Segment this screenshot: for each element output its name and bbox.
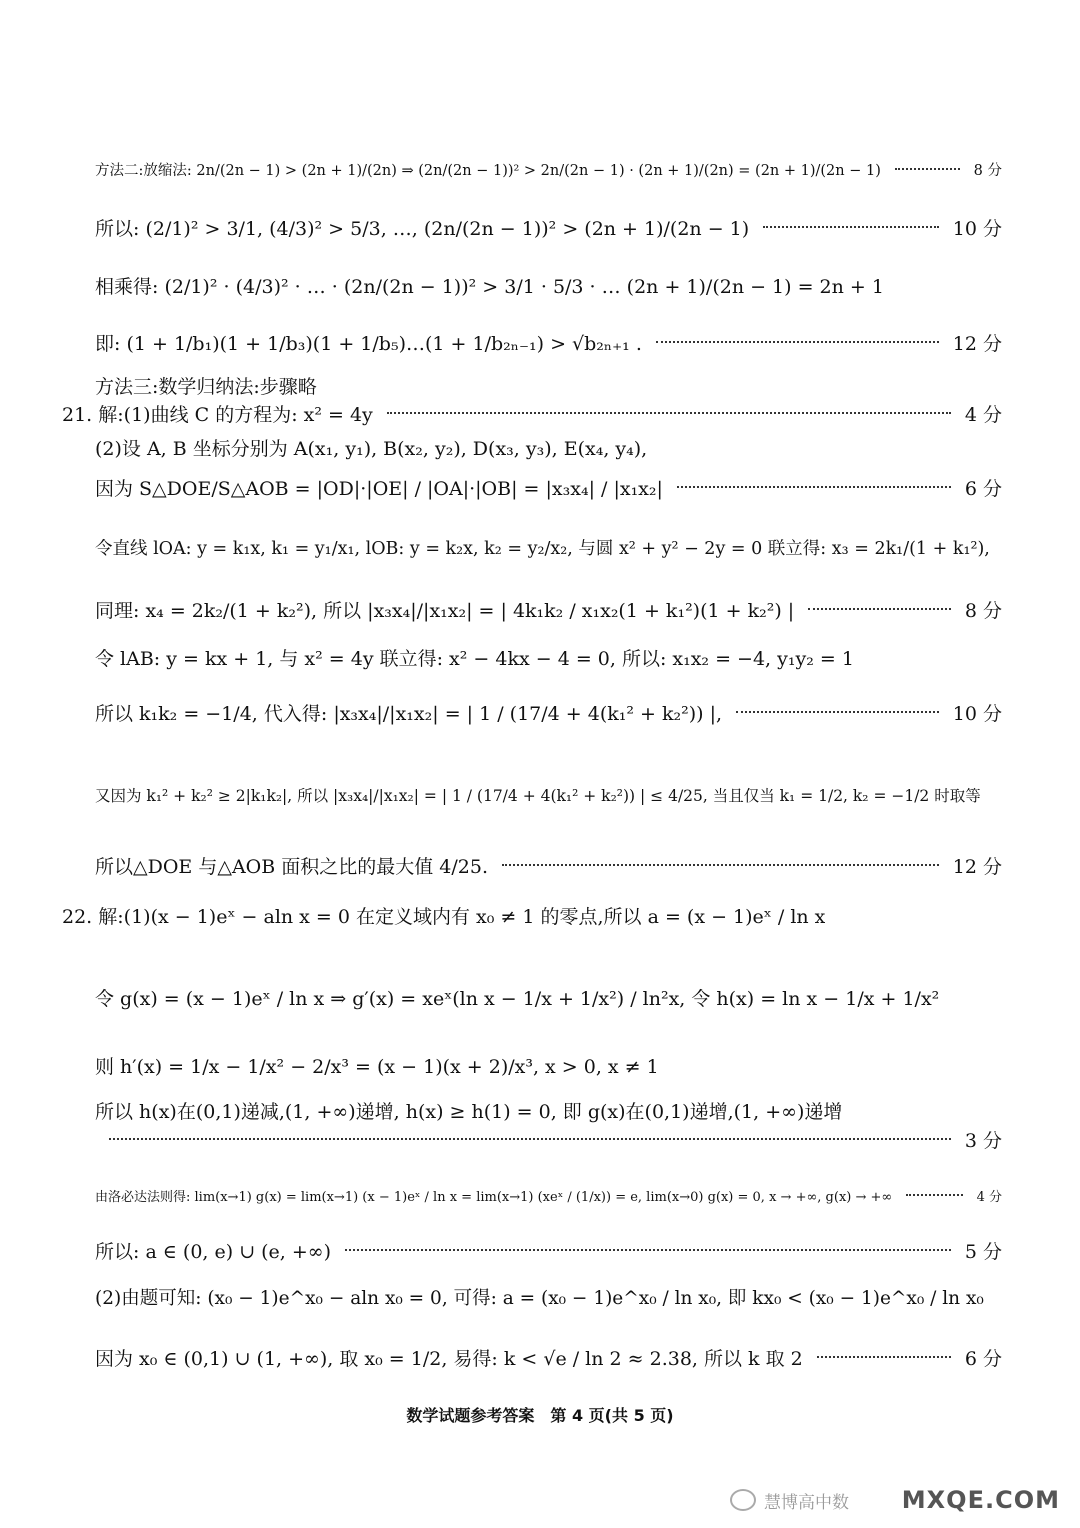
score-label: 4 分	[964, 403, 1002, 426]
answer-line	[95, 1178, 1002, 1212]
answer-line	[95, 980, 1002, 1014]
answer-line	[95, 1233, 1002, 1267]
answer-text: 所以△DOE 与△AOB 面积之比的最大值 4/25.	[95, 855, 488, 878]
answer-text: 相乘得: (2/1)² · (4/3)² · … · (2n/(2n − 1))² > 3/1 · 5/3 · … (2n + 1)/(2n − 1) = 2n + 1	[95, 275, 884, 298]
answer-line	[62, 396, 1002, 430]
dot-leader	[895, 168, 960, 170]
answer-line	[95, 530, 1002, 564]
answer-line	[95, 1048, 1002, 1082]
watermark-brand: MXQE.COM	[901, 1486, 1060, 1514]
answer-line	[95, 210, 1002, 244]
answer-text: 因为 x₀ ∈ (0,1) ∪ (1, +∞), 取 x₀ = 1/2, 易得: k < √e / ln 2 ≈ 2.38, 所以 k 取 2	[95, 1347, 803, 1370]
score-label: 6 分	[964, 1347, 1002, 1370]
answer-text: 令直线 lOA: y = k₁x, k₁ = y₁/x₁, lOB: y = k₂x, k₂ = y₂/x₂, 与圆 x² + y² − 2y = 0 联立得: x₃ = 2k₁/(1 + k₁²),	[95, 538, 990, 559]
wechat-icon	[730, 1489, 756, 1511]
answer-text: 令 lAB: y = kx + 1, 与 x² = 4y 联立得: x² − 4kx − 4 = 0, 所以: x₁x₂ = −4, y₁y₂ = 1	[95, 647, 854, 670]
answer-text: 方法二:放缩法: 2n/(2n − 1) > (2n + 1)/(2n) ⇒ (2n/(2n − 1))² > 2n/(2n − 1) · (2n + 1)/(2n) = (2n + 1)/(2n − 1)	[95, 162, 881, 179]
dot-leader	[736, 711, 939, 713]
dot-leader	[656, 341, 939, 343]
answer-line	[95, 1280, 1002, 1314]
answer-text: 因为 S△DOE/S△AOB = |OD|·|OE| / |OA|·|OB| = |x₃x₄| / |x₁x₂|	[95, 477, 663, 500]
dot-leader	[502, 864, 939, 866]
dot-leader	[808, 608, 951, 610]
score-label: 3 分	[964, 1129, 1002, 1152]
answer-line	[95, 1122, 1002, 1156]
answer-line	[95, 695, 1002, 729]
score-label: 10 分	[952, 217, 1002, 240]
score-label: 10 分	[952, 702, 1002, 725]
answer-text: 方法三:数学归纳法:步骤略	[95, 375, 317, 398]
answer-text: 所以 k₁k₂ = −1/4, 代入得: |x₃x₄|/|x₁x₂| = | 1 / (17/4 + 4(k₁² + k₂²)) |,	[95, 702, 723, 725]
answer-text: 所以: (2/1)² > 3/1, (4/3)² > 5/3, …, (2n/(2n − 1))² > (2n + 1)/(2n − 1)	[95, 217, 750, 240]
answer-line	[95, 778, 1002, 812]
score-label: 8 分	[964, 599, 1002, 622]
answer-line	[62, 898, 1002, 932]
score-label: 12 分	[952, 332, 1002, 355]
answer-text: 令 g(x) = (x − 1)eˣ / ln x ⇒ g′(x) = xeˣ(ln x − 1/x + 1/x²) / ln²x, 令 h(x) = ln x − 1/x + 1/x²	[95, 987, 940, 1010]
score-label: 4 分	[976, 1189, 1002, 1205]
answer-text: (2)设 A, B 坐标分别为 A(x₁, y₁), B(x₂, y₂), D(x₃, y₃), E(x₄, y₄),	[95, 437, 648, 460]
answer-text: 由洛必达法则得: lim(x→1) g(x) = lim(x→1) (x − 1)eˣ / ln x = lim(x→1) (xeˣ / (1/x)) = e, lim(x→0) g(x) = 0, x → +∞, g(x) → +∞	[95, 1189, 893, 1205]
dot-leader	[817, 1356, 951, 1358]
answer-line	[95, 430, 1002, 464]
answer-text: (2)由题可知: (x₀ − 1)e^x₀ − aln x₀ = 0, 可得: a = (x₀ − 1)e^x₀ / ln x₀, 即 kx₀ < (x₀ − 1)e^x₀ / ln x₀	[95, 1288, 984, 1309]
score-label: 12 分	[952, 855, 1002, 878]
watermark	[730, 1478, 1060, 1522]
dot-leader	[387, 412, 951, 414]
answer-text: 即: (1 + 1/b₁)(1 + 1/b₃)(1 + 1/b₅)…(1 + 1/b₂ₙ₋₁) > √b₂ₙ₊₁ .	[95, 332, 642, 355]
answer-text: 所以: a ∈ (0, e) ∪ (e, +∞)	[95, 1240, 332, 1263]
answer-text: 21. 解:(1)曲线 C 的方程为: x² = 4y	[62, 403, 373, 426]
answer-line	[95, 640, 1002, 674]
score-label: 5 分	[964, 1240, 1002, 1263]
answer-line	[95, 268, 1002, 302]
dot-leader	[345, 1249, 951, 1251]
answer-text: 22. 解:(1)(x − 1)eˣ − aln x = 0 在定义域内有 x₀ ≠ 1 的零点,所以 a = (x − 1)eˣ / ln x	[62, 905, 826, 928]
answer-line	[95, 325, 1002, 359]
answer-line	[95, 1340, 1002, 1374]
dot-leader	[763, 226, 939, 228]
score-label: 8 分	[973, 162, 1002, 179]
answer-text: 同理: x₄ = 2k₂/(1 + k₂²), 所以 |x₃x₄|/|x₁x₂| = | 4k₁k₂ / x₁x₂(1 + k₁²)(1 + k₂²) |	[95, 599, 795, 622]
answer-line	[95, 470, 1002, 504]
score-label: 6 分	[964, 477, 1002, 500]
answer-text: 则 h′(x) = 1/x − 1/x² − 2/x³ = (x − 1)(x + 2)/x³, x > 0, x ≠ 1	[95, 1055, 659, 1078]
dot-leader	[109, 1138, 951, 1140]
answer-line	[95, 152, 1002, 186]
answer-text: 所以 h(x)在(0,1)递减,(1, +∞)递增, h(x) ≥ h(1) = 0, 即 g(x)在(0,1)递增,(1, +∞)递增	[95, 1100, 843, 1123]
answer-text: 又因为 k₁² + k₂² ≥ 2|k₁k₂|, 所以 |x₃x₄|/|x₁x₂| = | 1 / (17/4 + 4(k₁² + k₂²)) | ≤ 4/25, 当且仅当 k₁ = 1/2, k₂ = −1/2 时取等	[95, 787, 981, 805]
dot-leader	[677, 486, 951, 488]
answer-line	[95, 848, 1002, 882]
dot-leader	[906, 1194, 962, 1196]
answer-line	[95, 592, 1002, 626]
page-footer: 数学试题参考答案 第 4 页(共 5 页)	[406, 1406, 674, 1425]
watermark-account: 慧博高中数	[764, 1492, 849, 1513]
